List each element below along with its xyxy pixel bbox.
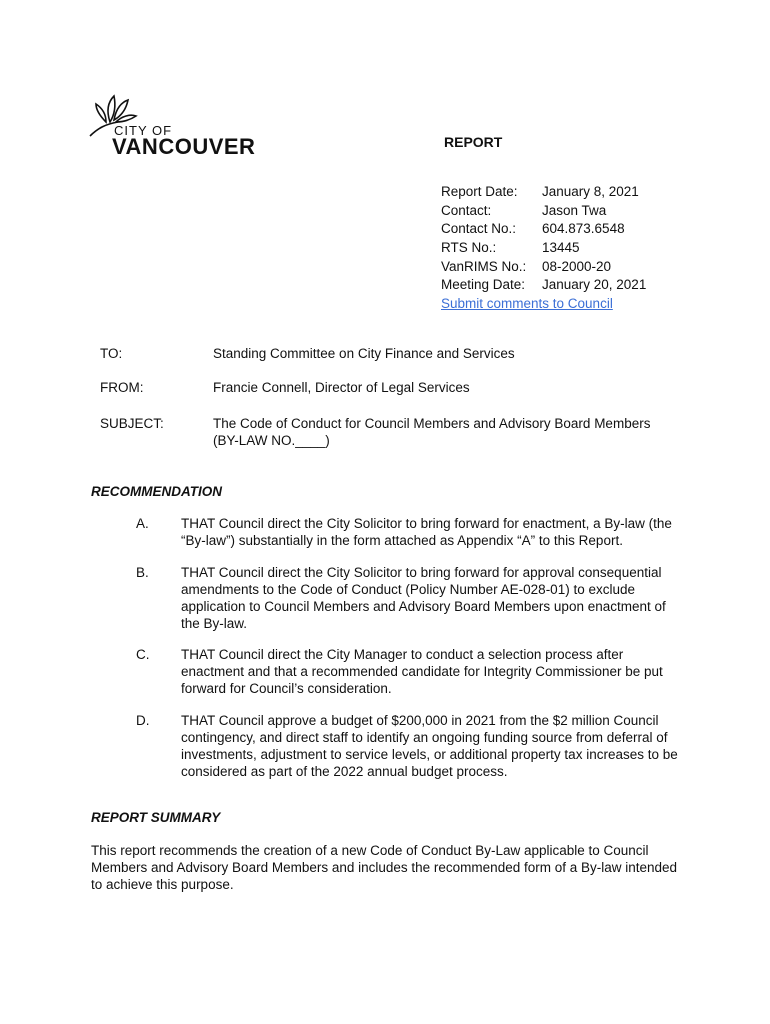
recommendation-item-d bbox=[136, 712, 681, 780]
meta-label: Report Date: bbox=[441, 184, 518, 199]
recommendation-item-c bbox=[136, 646, 681, 697]
meta-value: January 20, 2021 bbox=[542, 277, 647, 293]
meta-value: 13445 bbox=[542, 240, 580, 256]
recommendation-item-a bbox=[136, 515, 681, 549]
recommendation-text: THAT Council approve a budget of $200,000 in 2021 from the $2 million Council contingency, and direct staff to identify an ongoing funding source from deferral of investments, adjustment to service levels, or additional property tax increases to be considered as part of the 2022 annual budget process. bbox=[181, 713, 678, 779]
city-of-vancouver-logo bbox=[88, 92, 268, 164]
from-label: FROM: bbox=[100, 380, 144, 395]
recommendation-heading: RECOMMENDATION bbox=[91, 484, 222, 499]
recommendation-text: THAT Council direct the City Solicitor to bring forward for enactment, a By-law (the “By-law”) substantially in the form attached as Appendix “A” to this Report. bbox=[181, 516, 672, 548]
report-title: REPORT bbox=[444, 134, 503, 150]
submit-comments-link[interactable]: Submit comments to Council bbox=[441, 296, 613, 311]
subject-label: SUBJECT: bbox=[100, 416, 164, 431]
subject-row bbox=[100, 415, 668, 449]
meta-label: Contact No.: bbox=[441, 221, 517, 237]
meta-row-contact-no bbox=[441, 220, 646, 239]
from-row bbox=[100, 379, 683, 396]
recommendation-letter: B. bbox=[136, 565, 149, 580]
subject-value: The Code of Conduct for Council Members and Advisory Board Members (BY-LAW NO.____) bbox=[213, 416, 651, 448]
meta-label: RTS No.: bbox=[441, 240, 497, 256]
from-value: Francie Connell, Director of Legal Services bbox=[213, 380, 470, 395]
recommendation-letter: A. bbox=[136, 516, 149, 531]
report-summary-heading: REPORT SUMMARY bbox=[91, 810, 221, 825]
meta-row-report-date bbox=[441, 183, 646, 202]
meta-value: 08-2000-20 bbox=[542, 258, 612, 274]
to-value: Standing Committee on City Finance and Services bbox=[213, 346, 515, 361]
report-summary-text: This report recommends the creation of a new Code of Conduct By-Law applicable to Council Members and Advisory Board Members and includes the recommended form of a By-law intended to achieve this purpose. bbox=[91, 843, 678, 892]
to-label: TO: bbox=[100, 346, 123, 361]
recommendation-text: THAT Council direct the City Manager to conduct a selection process after enactment and that a recommended candidate for Integrity Commissioner be put forward for Council’s consideration. bbox=[181, 647, 663, 696]
meta-value: 604.873.6548 bbox=[542, 221, 625, 237]
recommendation-text: THAT Council direct the City Solicitor to bring forward for approval consequential amendments to the Code of Conduct (Policy Number AE-028-01) to exclude application to Council Members and Advisory Board Members upon enactment of the By-law. bbox=[181, 565, 666, 631]
recommendation-item-b bbox=[136, 564, 681, 632]
meta-row-meeting-date bbox=[441, 276, 646, 295]
logo-city-of: CITY OF bbox=[114, 123, 173, 138]
meta-label: VanRIMS No.: bbox=[441, 258, 527, 274]
meta-label: Meeting Date: bbox=[441, 277, 526, 293]
meta-label: Contact: bbox=[441, 202, 492, 218]
report-meta bbox=[441, 183, 646, 295]
meta-row-vanrims-no bbox=[441, 258, 646, 277]
meta-row-contact bbox=[441, 202, 646, 221]
meta-row-rts-no bbox=[441, 239, 646, 258]
to-row bbox=[100, 345, 683, 362]
meta-value: January 8, 2021 bbox=[542, 184, 639, 199]
meta-value: Jason Twa bbox=[542, 202, 607, 218]
recommendation-letter: C. bbox=[136, 647, 150, 662]
recommendation-letter: D. bbox=[136, 713, 150, 728]
logo-vancouver: VANCOUVER bbox=[112, 134, 256, 159]
